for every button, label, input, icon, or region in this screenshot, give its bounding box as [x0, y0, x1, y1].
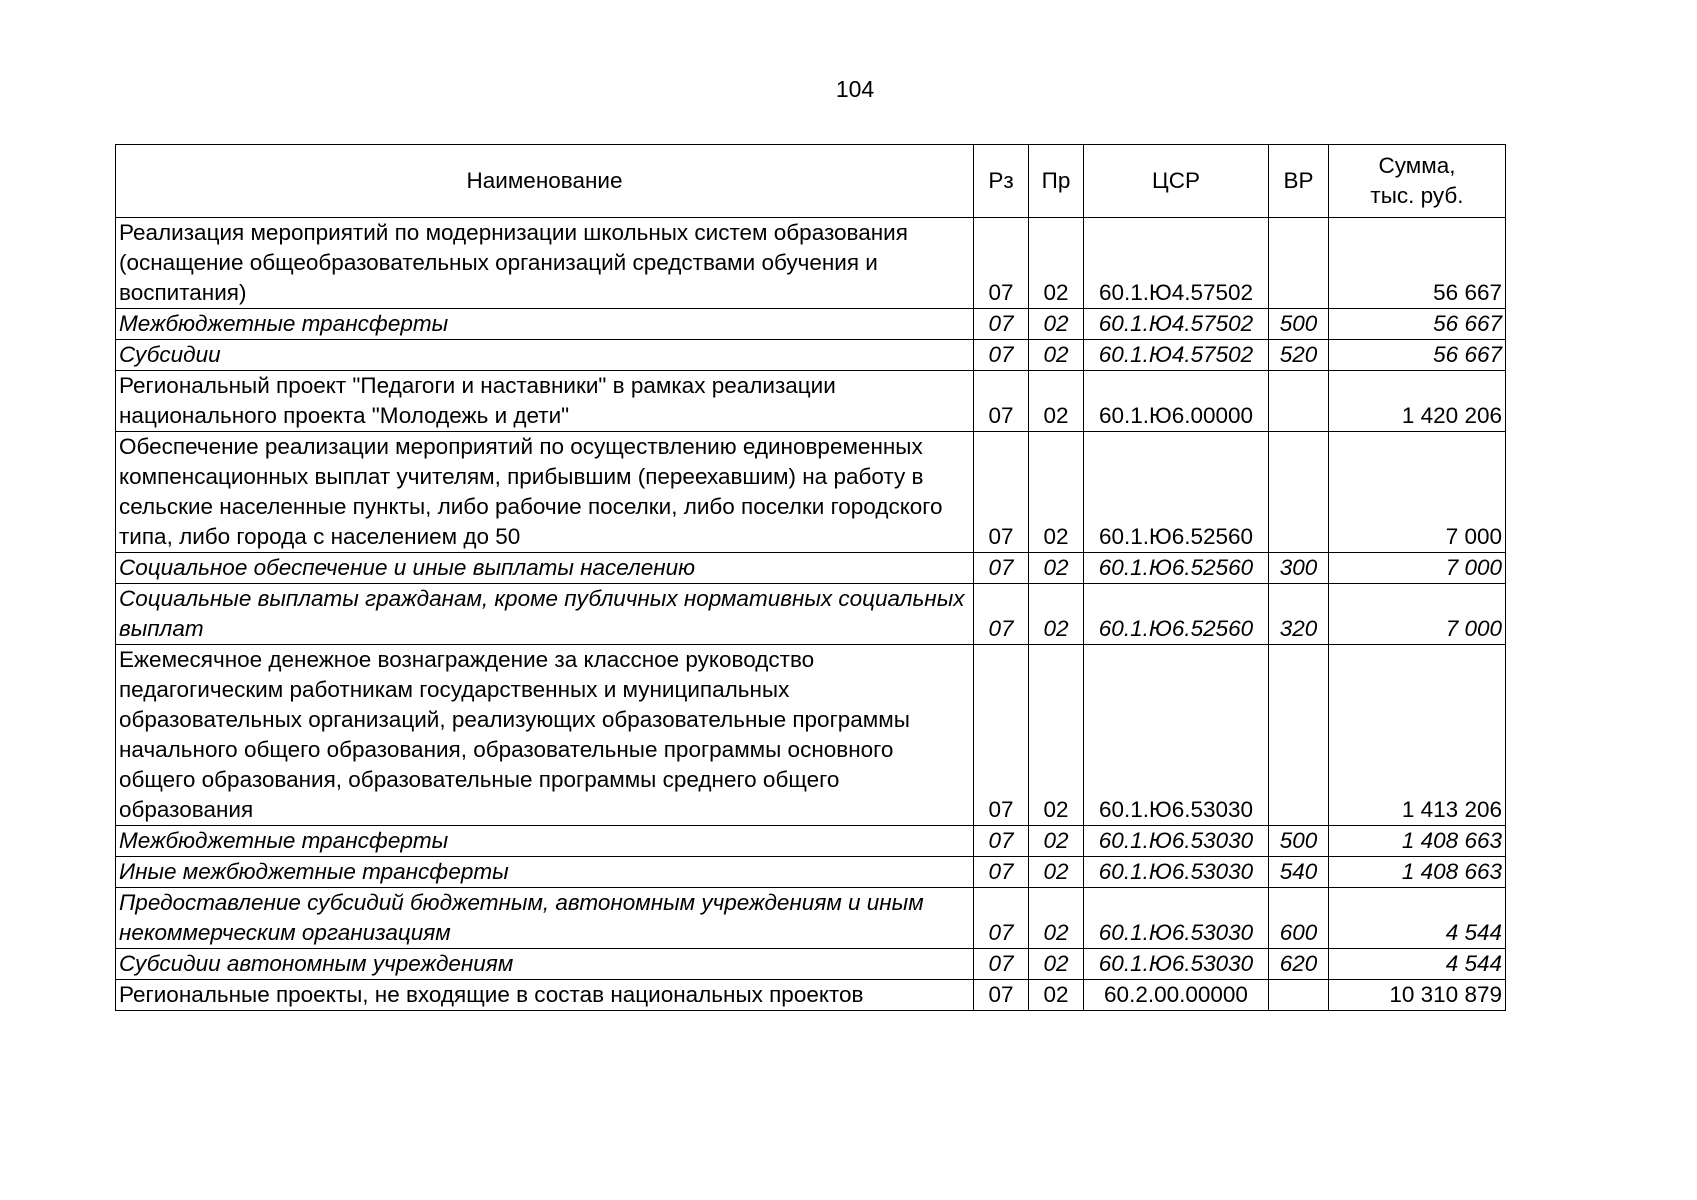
cell-vr: 500 [1269, 826, 1329, 857]
table-row [116, 371, 1506, 432]
table-header-row [116, 145, 1506, 218]
header-rz: Рз [974, 145, 1029, 218]
cell-pr: 02 [1029, 371, 1084, 432]
cell-pr: 02 [1029, 432, 1084, 553]
cell-pr: 02 [1029, 309, 1084, 340]
cell-csr: 60.1.Ю4.57502 [1084, 218, 1269, 309]
cell-name: Социальное обеспечение и иные выплаты населению [116, 553, 974, 584]
cell-rz: 07 [974, 340, 1029, 371]
cell-sum: 1 420 206 [1329, 371, 1506, 432]
cell-sum: 1 413 206 [1329, 645, 1506, 826]
cell-name: Реализация мероприятий по модернизации школьных систем образования (оснащение общеобразовательных организаций средствами обучения и воспитания) [116, 218, 974, 309]
cell-csr: 60.1.Ю6.52560 [1084, 584, 1269, 645]
cell-name: Субсидии [116, 340, 974, 371]
cell-sum: 1 408 663 [1329, 826, 1506, 857]
table-row [116, 857, 1506, 888]
table-row [116, 218, 1506, 309]
cell-vr [1269, 645, 1329, 826]
cell-name: Региональный проект "Педагоги и наставники" в рамках реализации национального проекта "Молодежь и дети" [116, 371, 974, 432]
budget-table [115, 144, 1506, 1011]
cell-rz: 07 [974, 584, 1029, 645]
cell-csr: 60.1.Ю6.53030 [1084, 645, 1269, 826]
cell-csr: 60.2.00.00000 [1084, 980, 1269, 1011]
cell-sum: 56 667 [1329, 340, 1506, 371]
cell-vr: 320 [1269, 584, 1329, 645]
header-vr: ВР [1269, 145, 1329, 218]
cell-name: Социальные выплаты гражданам, кроме публичных нормативных социальных выплат [116, 584, 974, 645]
cell-rz: 07 [974, 857, 1029, 888]
cell-csr: 60.1.Ю6.53030 [1084, 857, 1269, 888]
cell-vr [1269, 371, 1329, 432]
cell-csr: 60.1.Ю6.53030 [1084, 826, 1269, 857]
cell-pr: 02 [1029, 645, 1084, 826]
cell-csr: 60.1.Ю6.53030 [1084, 888, 1269, 949]
cell-sum: 4 544 [1329, 949, 1506, 980]
cell-rz: 07 [974, 949, 1029, 980]
cell-vr: 620 [1269, 949, 1329, 980]
cell-vr [1269, 432, 1329, 553]
table-row [116, 949, 1506, 980]
header-sum-line2: тыс. руб. [1370, 183, 1464, 208]
cell-rz: 07 [974, 432, 1029, 553]
cell-csr: 60.1.Ю6.52560 [1084, 553, 1269, 584]
cell-vr: 540 [1269, 857, 1329, 888]
cell-sum: 4 544 [1329, 888, 1506, 949]
table-row [116, 888, 1506, 949]
cell-pr: 02 [1029, 584, 1084, 645]
cell-name: Ежемесячное денежное вознаграждение за классное руководство педагогическим работникам государственных и муниципальных образовательных организаций, реализующих образовательные программы начального общего образования, образовательные программы основного общего образования, образовательные программы среднего общего образования [116, 645, 974, 826]
table-row [116, 645, 1506, 826]
cell-name: Обеспечение реализации мероприятий по осуществлению единовременных компенсационных выплат учителям, прибывшим (переехавшим) на работу в сельские населенные пункты, либо рабочие поселки, либо поселки городского типа, либо города с населением до 50 [116, 432, 974, 553]
cell-rz: 07 [974, 218, 1029, 309]
cell-csr: 60.1.Ю6.52560 [1084, 432, 1269, 553]
cell-pr: 02 [1029, 826, 1084, 857]
cell-rz: 07 [974, 980, 1029, 1011]
header-sum [1329, 145, 1506, 218]
cell-name: Межбюджетные трансферты [116, 309, 974, 340]
cell-vr: 520 [1269, 340, 1329, 371]
cell-rz: 07 [974, 309, 1029, 340]
cell-rz: 07 [974, 553, 1029, 584]
table-row [116, 584, 1506, 645]
cell-pr: 02 [1029, 857, 1084, 888]
cell-rz: 07 [974, 645, 1029, 826]
cell-vr: 600 [1269, 888, 1329, 949]
cell-pr: 02 [1029, 980, 1084, 1011]
table-row [116, 340, 1506, 371]
cell-sum: 56 667 [1329, 309, 1506, 340]
cell-name: Иные межбюджетные трансферты [116, 857, 974, 888]
cell-vr [1269, 980, 1329, 1011]
table-row [116, 553, 1506, 584]
table-row [116, 309, 1506, 340]
cell-sum: 10 310 879 [1329, 980, 1506, 1011]
cell-rz: 07 [974, 888, 1029, 949]
cell-csr: 60.1.Ю6.53030 [1084, 949, 1269, 980]
cell-name: Межбюджетные трансферты [116, 826, 974, 857]
cell-vr [1269, 218, 1329, 309]
cell-rz: 07 [974, 826, 1029, 857]
header-name: Наименование [116, 145, 974, 218]
cell-csr: 60.1.Ю4.57502 [1084, 309, 1269, 340]
cell-sum: 56 667 [1329, 218, 1506, 309]
table-body [116, 218, 1506, 1011]
cell-pr: 02 [1029, 340, 1084, 371]
cell-sum: 7 000 [1329, 432, 1506, 553]
header-pr: Пр [1029, 145, 1084, 218]
cell-vr: 500 [1269, 309, 1329, 340]
cell-sum: 1 408 663 [1329, 857, 1506, 888]
page-number: 104 [835, 76, 875, 102]
cell-pr: 02 [1029, 949, 1084, 980]
table-row [116, 432, 1506, 553]
cell-name: Предоставление субсидий бюджетным, автономным учреждениям и иным некоммерческим организациям [116, 888, 974, 949]
cell-name: Субсидии автономным учреждениям [116, 949, 974, 980]
table-row [116, 826, 1506, 857]
cell-pr: 02 [1029, 553, 1084, 584]
cell-csr: 60.1.Ю6.00000 [1084, 371, 1269, 432]
header-csr: ЦСР [1084, 145, 1269, 218]
cell-csr: 60.1.Ю4.57502 [1084, 340, 1269, 371]
cell-pr: 02 [1029, 888, 1084, 949]
cell-sum: 7 000 [1329, 553, 1506, 584]
cell-pr: 02 [1029, 218, 1084, 309]
cell-name: Региональные проекты, не входящие в состав национальных проектов [116, 980, 974, 1011]
header-sum-line1: Сумма, [1378, 153, 1456, 178]
table-row [116, 980, 1506, 1011]
cell-vr: 300 [1269, 553, 1329, 584]
cell-rz: 07 [974, 371, 1029, 432]
cell-sum: 7 000 [1329, 584, 1506, 645]
